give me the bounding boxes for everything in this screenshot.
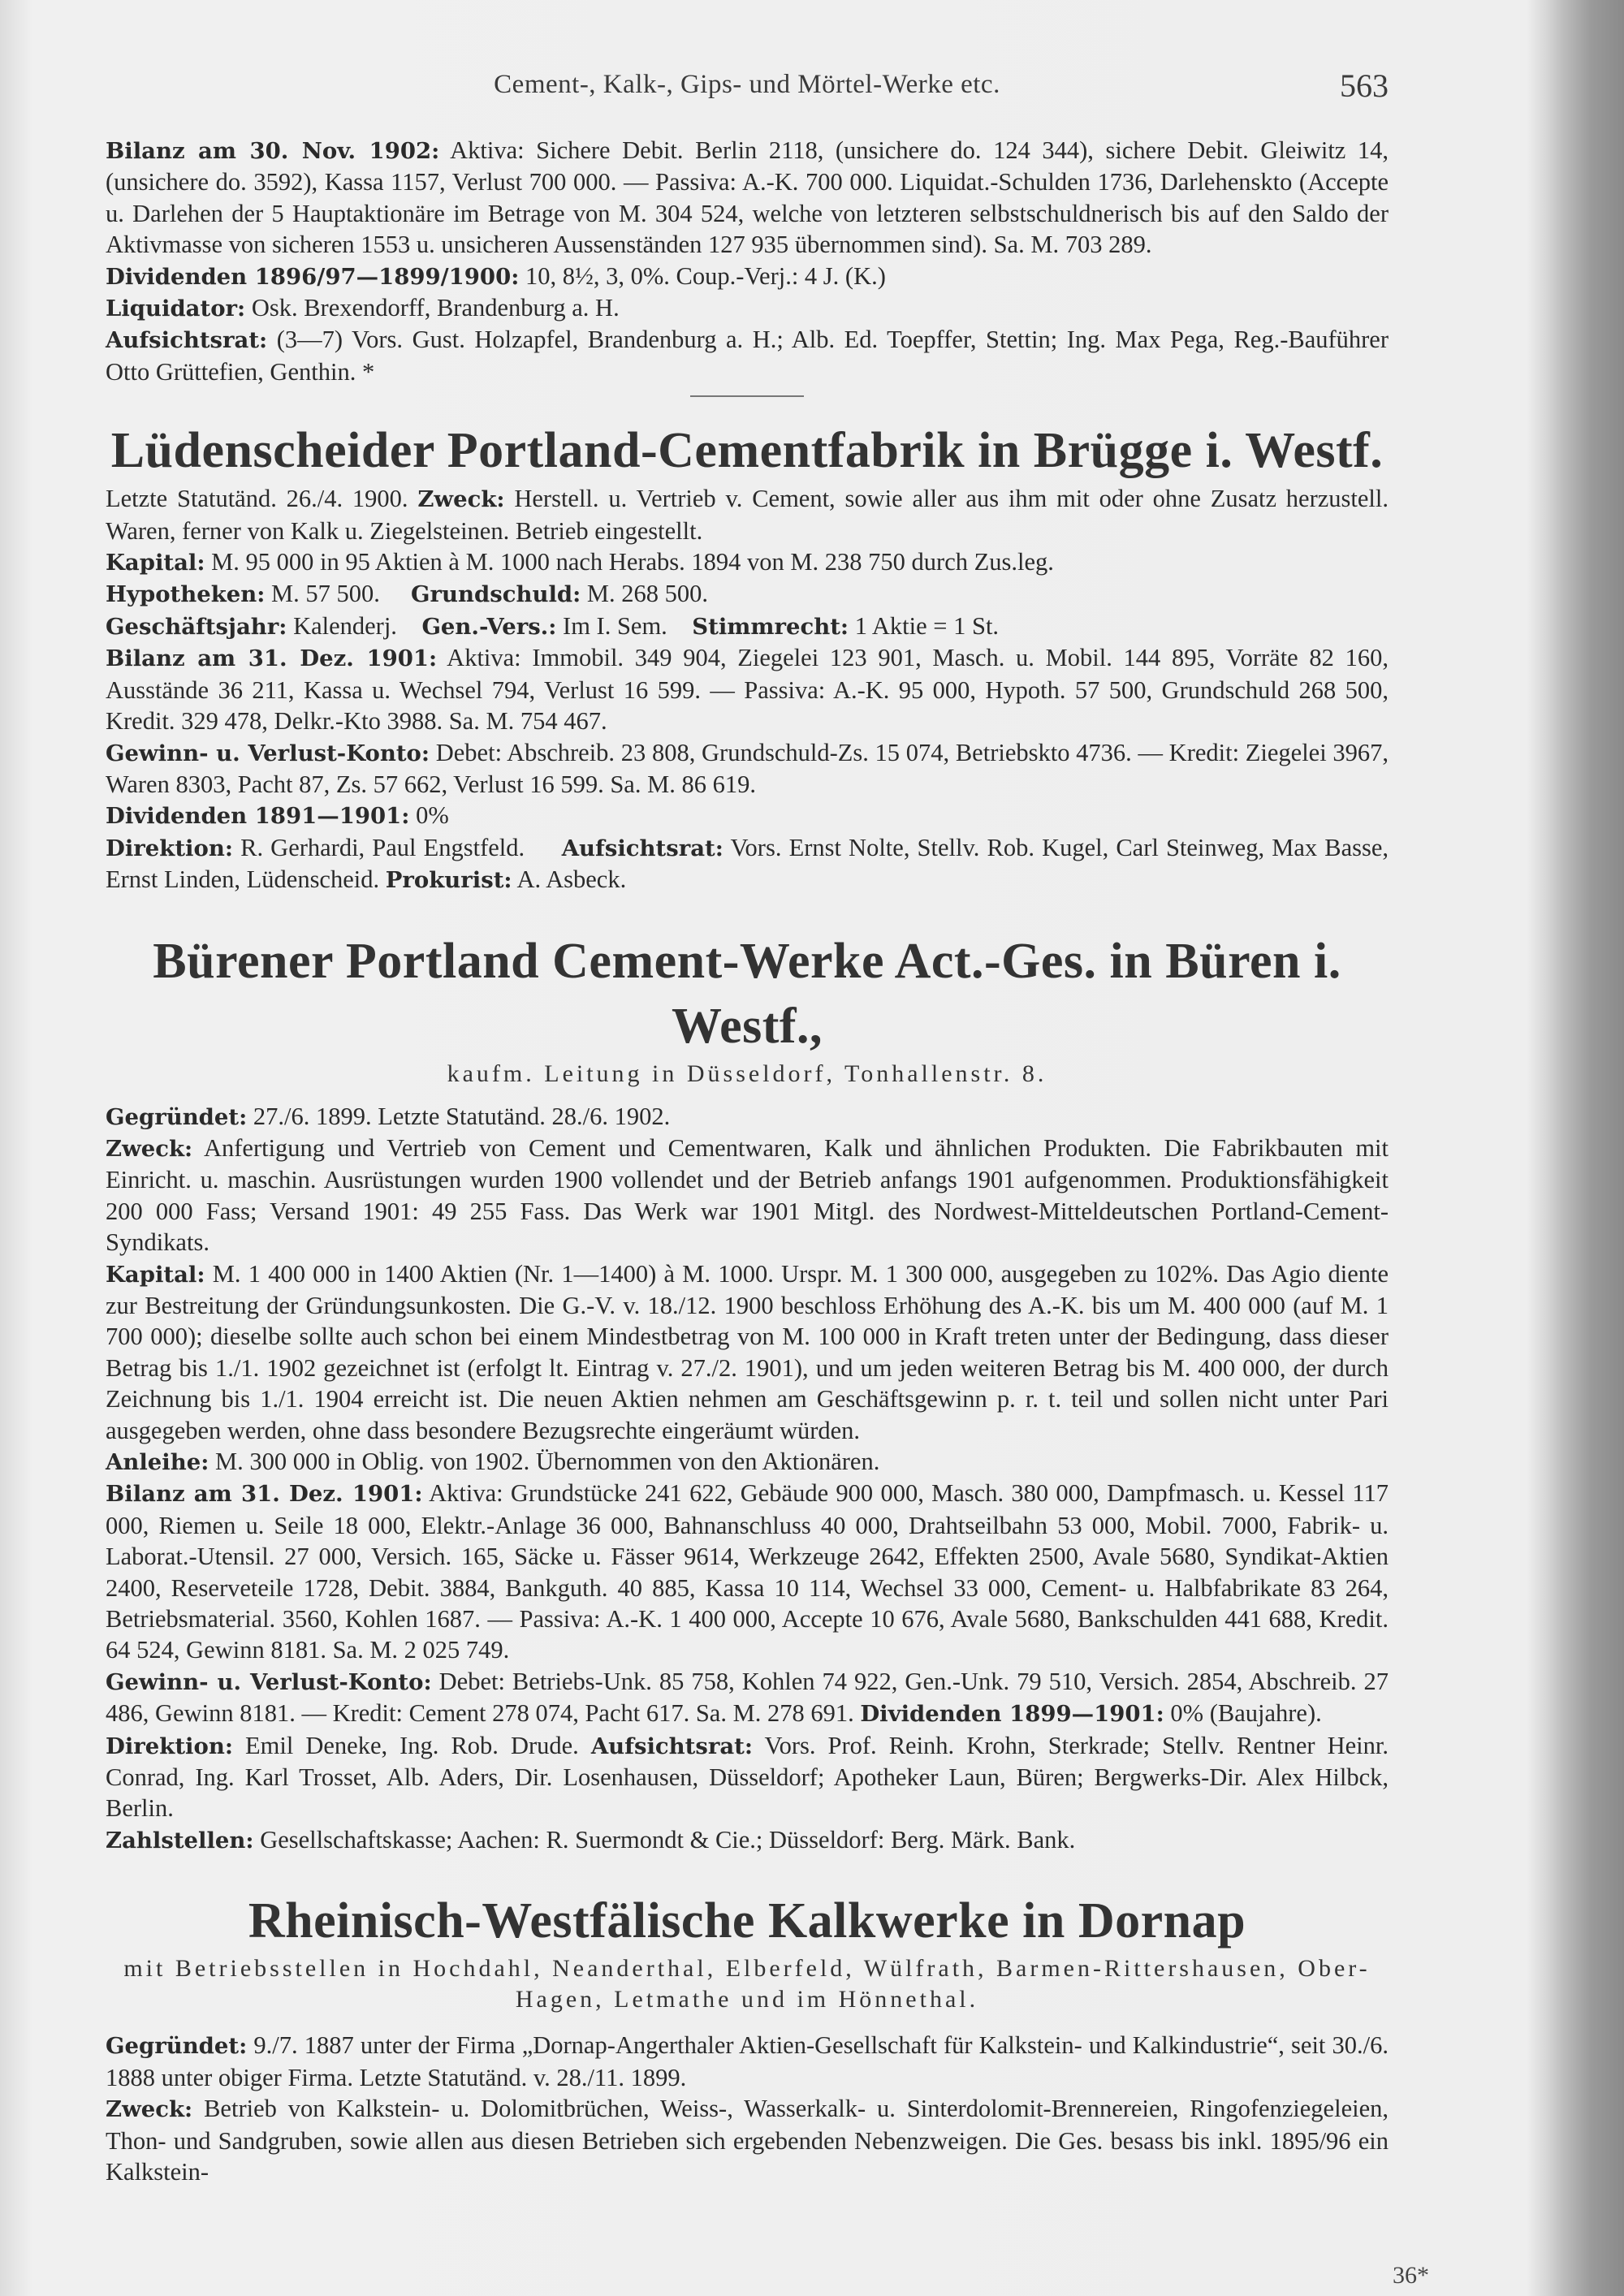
- entry-paragraph: [106, 1258, 1389, 1446]
- field-text: Aktiva: Immobil. 349 904, Ziegelei 123 901, Masch. u. Mobil. 144 895, Vorräte 82 160, Ausstände 36 211, Kassa u. Wechsel 794, Verlust 16 599. — Passiva: A.-K. 95 000, Hypoth. 57 500, Grundschuld 268 500, Kredit. 329 478, Delkr.-Kto 3988. Sa. M. 754 467.: [106, 644, 1389, 736]
- field-label: Geschäftsjahr:: [106, 613, 287, 640]
- field-text: Debet: Betriebs-Unk. 85 758, Kohlen 74 922, Gen.-Unk. 79 510, Versich. 2854, Abschreib. 27 486, Gewinn 8181. — Kredit: Cement 278 074, Pacht 617. Sa. M. 278 691.: [106, 1667, 1389, 1728]
- entry-paragraph: [106, 611, 1389, 642]
- entry-paragraph: [106, 1666, 1389, 1730]
- field-label: Direktion:: [106, 1733, 233, 1759]
- field-text: Im I. Sem.: [556, 611, 674, 640]
- field-text: 9./7. 1887 unter der Firma „Dornap-Angerthaler Aktien-Gesellschaft für Kalkstein- und Kalkindustrie“, seit 30./6. 1888 unter obiger Firma. Letzte Statutänd. v. 28./11. 1899.: [106, 2031, 1389, 2091]
- field-label: Stimmrecht:: [692, 613, 849, 640]
- field-text: M. 57 500.: [265, 580, 387, 608]
- field-label: Bilanz am 31. Dez. 1901:: [106, 1481, 423, 1508]
- field-text: (3—7) Vors. Gust. Holzapfel, Brandenburg a. H.; Alb. Ed. Toepffer, Stettin; Ing. Max Pega, Reg.-Bauführer Otto Grüttefien, Genthin. *: [106, 326, 1389, 386]
- field-label: Grundschuld:: [411, 581, 581, 608]
- entry-paragraph: [106, 2030, 1389, 2093]
- field-text: Herstell. u. Vertrieb v. Cement, sowie aller aus ihm mit oder ohne Zusatz herzustell. Waren, ferner von Kalk u. Ziegelsteinen. Betrieb eingestellt.: [106, 485, 1389, 545]
- field-label: Zweck:: [417, 486, 505, 513]
- field-label: Zahlstellen:: [106, 1827, 254, 1854]
- field-label: Gegründet:: [106, 1103, 248, 1130]
- section-divider: [690, 395, 804, 397]
- field-text: Vors. Ernst Nolte, Stellv. Rob. Kugel, Carl Steinweg, Max Basse, Ernst Linden, Lüdenscheid.: [106, 833, 1389, 894]
- field-text: Anfertigung und Vertrieb von Cement und Cementwaren, Kalk und ähnlichen Produkten. Die Fabrikbauten mit Einricht. u. maschin. Ausrüstungen wurden 1900 vollendet und der Betrieb anfangs 1901 aufgenommen. Produktionsfähigkeit 200 000 Fass; Versand 1901: 49 255 Fass. Das Werk war 1901 Mitgl. des Nordwest-Mitteldeutschen Portland-Cement-Syndikats.: [106, 1133, 1389, 1257]
- field-text: M. 268 500.: [581, 580, 709, 608]
- field-label: Aufsichtsrat:: [590, 1733, 754, 1759]
- entry-paragraph: [106, 546, 1389, 578]
- running-head-title: Cement-, Kalk-, Gips- und Mörtel-Werke etc.: [494, 70, 1000, 99]
- entry-buerener: [106, 929, 1389, 1857]
- entry-luedenscheider: [106, 418, 1389, 896]
- field-label: Zweck:: [106, 2096, 193, 2123]
- entry-paragraph: [106, 578, 1389, 610]
- entry-paragraph: [106, 642, 1389, 736]
- company-title: Bürener Portland Cement-Werke Act.-Ges. in Büren i. Westf.,: [153, 933, 1341, 1054]
- field-label: Gewinn- u. Verlust-Konto:: [106, 740, 430, 766]
- field-label: Anleihe:: [106, 1449, 209, 1475]
- field-text: Aktiva: Grundstücke 241 622, Gebäude 900 000, Masch. 380 000, Dampfmasch. u. Kessel 117 000, Riemen u. Seile 18 000, Elektr.-Anlage 36 000, Bahnanschluss 40 000, Drahtseilbahn 53 000, Mobil. 7000, Fabrik- u. Laborat.-Utensil. 27 000, Versich. 165, Säcke u. Fässer 9614, Werkzeuge 2642, Effekten 2500, Avale 5680, Syndikat-Aktien 2400, Reserveteile 1728, Debit. 3884, Bankguth. 40 885, Kassa 10 114, Wechsel 33 000, Cement- u. Halbfabrikate 83 264, Betriebsmaterial. 3560, Kohlen 1687. — Passiva: A.-K. 1 400 000, Accepte 10 676, Avale 5680, Bankschulden 441 688, Kredit. 64 524, Gewinn 8181. Sa. M. 2 025 749.: [106, 1479, 1389, 1664]
- entry-paragraph: [106, 1824, 1389, 1856]
- entry-paragraph: [106, 800, 1389, 831]
- field-text: Letzte Statutänd. 26./4. 1900.: [106, 485, 418, 513]
- entry-paragraph: [106, 135, 1389, 261]
- text-column: [106, 65, 1389, 2187]
- field-text: 10, 8½, 3, 0%. Coup.-Verj.: 4 J. (K.): [519, 261, 886, 290]
- entry-paragraph: [106, 832, 1389, 896]
- field-label: Bilanz am 30. Nov. 1902:: [106, 138, 440, 164]
- field-text: Vors. Prof. Reinh. Krohn, Sterkrade; Stellv. Rentner Heinr. Conrad, Ing. Karl Trosset, Alb. Aders, Dir. Losenhausen, Düsseldorf; Apotheker Laun, Büren; Bergwerks-Dir. Alex Hilbck, Berlin.: [106, 1731, 1389, 1823]
- company-title: Rheinisch-Westfälische Kalkwerke in Dornap: [248, 1893, 1246, 1949]
- page-number: 563: [1340, 67, 1389, 104]
- field-label: Dividenden 1891—1901:: [106, 803, 410, 830]
- sheet-signature: 36*: [1393, 2262, 1429, 2289]
- field-label: Aufsichtsrat:: [106, 327, 268, 354]
- field-label: Bilanz am 31. Dez. 1901:: [106, 645, 438, 672]
- entry-paragraph: [106, 261, 1389, 292]
- field-label: Gewinn- u. Verlust-Konto:: [106, 1668, 432, 1695]
- company-title: Lüdenscheider Portland-Cementfabrik in Brügge i. Westf.: [110, 423, 1384, 479]
- field-label: Dividenden 1896/97—1899/1900:: [106, 263, 520, 290]
- entry-continuation: [106, 135, 1389, 387]
- entry-paragraph: [106, 1101, 1389, 1133]
- field-label: Dividenden 1899—1901:: [860, 1701, 1164, 1728]
- entry-paragraph: [106, 1478, 1389, 1665]
- field-text: 27./6. 1899. Letzte Statutänd. 28./6. 1902.: [247, 1102, 671, 1130]
- field-text: M. 1 400 000 in 1400 Aktien (Nr. 1—1400) à M. 1000. Urspr. M. 1 300 000, ausgegeben zu 102%. Das Agio diente zur Bestreitung der Gründungsunkosten. Die G.-V. v. 18./12. 1900 beschloss Erhöhung des A.-K. bis um M. 400 000 (auf M. 1 700 000); dieselbe sollte auch schon bei einem Mindestbetrag von M. 100 000 in Kraft treten unter der Bedingung, dass dieser Betrag bis 1./1. 1902 gezeichnet ist (erfolgt lt. Eintrag v. 27./2. 1901), und um jeden weiteren Betrag bis M. 400 000, der durch Zeichnung bis 1./1. 1904 erreicht ist. Die neuen Aktien nehmen am Geschäftsgewinn p. r. t. teil und sollen nicht unter Pari ausgegeben werden, ohne dass besondere Bezugsrechte eingeräumt würden.: [106, 1259, 1389, 1444]
- field-text: 1 Aktie = 1 St.: [849, 611, 1000, 640]
- field-label: Gen.-Vers.:: [421, 613, 557, 640]
- field-text: Osk. Brexendorff, Brandenburg a. H.: [245, 294, 620, 322]
- field-label: Hypotheken:: [106, 581, 266, 608]
- field-label: Kapital:: [106, 550, 205, 576]
- field-text: M. 300 000 in Oblig. von 1902. Übernommen von den Aktionären.: [209, 1448, 880, 1475]
- field-text: Kalenderj.: [287, 611, 404, 640]
- field-text: 0% (Baujahre).: [1164, 1699, 1322, 1728]
- company-subtitle: mit Betriebsstellen in Hochdahl, Neanderthal, Elberfeld, Wülfrath, Barmen-Rittershausen, Ober-Hagen, Letmathe und im Hönnethal.: [123, 1955, 1371, 2013]
- field-text: Emil Deneke, Ing. Rob. Drude.: [232, 1731, 591, 1759]
- entry-paragraph: [106, 1446, 1389, 1478]
- entry-paragraph: [106, 324, 1389, 387]
- field-label: Direktion:: [106, 835, 233, 861]
- field-label: Prokurist:: [385, 867, 512, 894]
- field-label: Zweck:: [106, 1135, 193, 1162]
- field-text: Betrieb von Kalkstein- u. Dolomitbrüchen, Weiss-, Wasserkalk- u. Sinterdolomit-Brennereien, Ringofenziegeleien, Thon- und Sandgruben, sowie allen aus diesen Betrieben sich ergebenden Nebenzweigen. Die Ges. besass bis inkl. 1895/96 ein Kalkstein-: [106, 2095, 1389, 2186]
- company-subtitle: kaufm. Leitung in Düsseldorf, Tonhallenstr. 8.: [447, 1060, 1047, 1087]
- entry-paragraph: [106, 2093, 1389, 2187]
- entry-paragraph: [106, 1133, 1389, 1258]
- field-label: Kapital:: [106, 1261, 205, 1288]
- running-head: [106, 65, 1389, 114]
- field-text: Gesellschaftskasse; Aachen: R. Suermondt & Cie.; Düsseldorf: Berg. Märk. Bank.: [253, 1825, 1076, 1854]
- field-text: Aktiva: Sichere Debit. Berlin 2118, (unsichere do. 124 344), sichere Debit. Gleiwitz 14, (unsichere do. 3592), Kassa 1157, Verlust 700 000. — Passiva: A.-K. 700 000. Liquidat.-Schulden 1736, Darlehenskto (Accepte u. Darlehen der 5 Hauptaktionäre im Betrage von M. 304 524, welche von letzteren selbstschuldnerisch bis auf den Saldo der Aktivmasse von sicheren 1553 u. unsicheren Aussenständen 127 935 übernommen sind). Sa. M. 703 289.: [106, 136, 1389, 259]
- field-label: Gegründet:: [106, 2033, 248, 2060]
- entry-paragraph: [106, 292, 1389, 324]
- field-text: Debet: Abschreib. 23 808, Grundschuld-Zs. 15 074, Betriebskto 4736. — Kredit: Ziegelei 3967, Waren 8303, Pacht 87, Zs. 57 662, Verlust 16 599. Sa. M. 86 619.: [106, 738, 1389, 798]
- field-text: R. Gerhardi, Paul Engstfeld.: [232, 833, 533, 861]
- entry-paragraph: [106, 737, 1389, 801]
- entry-paragraph: [106, 483, 1389, 546]
- field-text: A. Asbeck.: [512, 865, 627, 894]
- field-text: 0%: [409, 801, 449, 830]
- field-label: Aufsichtsrat:: [561, 835, 723, 861]
- entry-rheinisch-westfaelische: [106, 1888, 1389, 2187]
- field-label: Liquidator:: [106, 296, 246, 322]
- entry-paragraph: [106, 1730, 1389, 1824]
- field-text: M. 95 000 in 95 Aktien à M. 1000 nach Herabs. 1894 von M. 238 750 durch Zus.leg.: [205, 548, 1054, 576]
